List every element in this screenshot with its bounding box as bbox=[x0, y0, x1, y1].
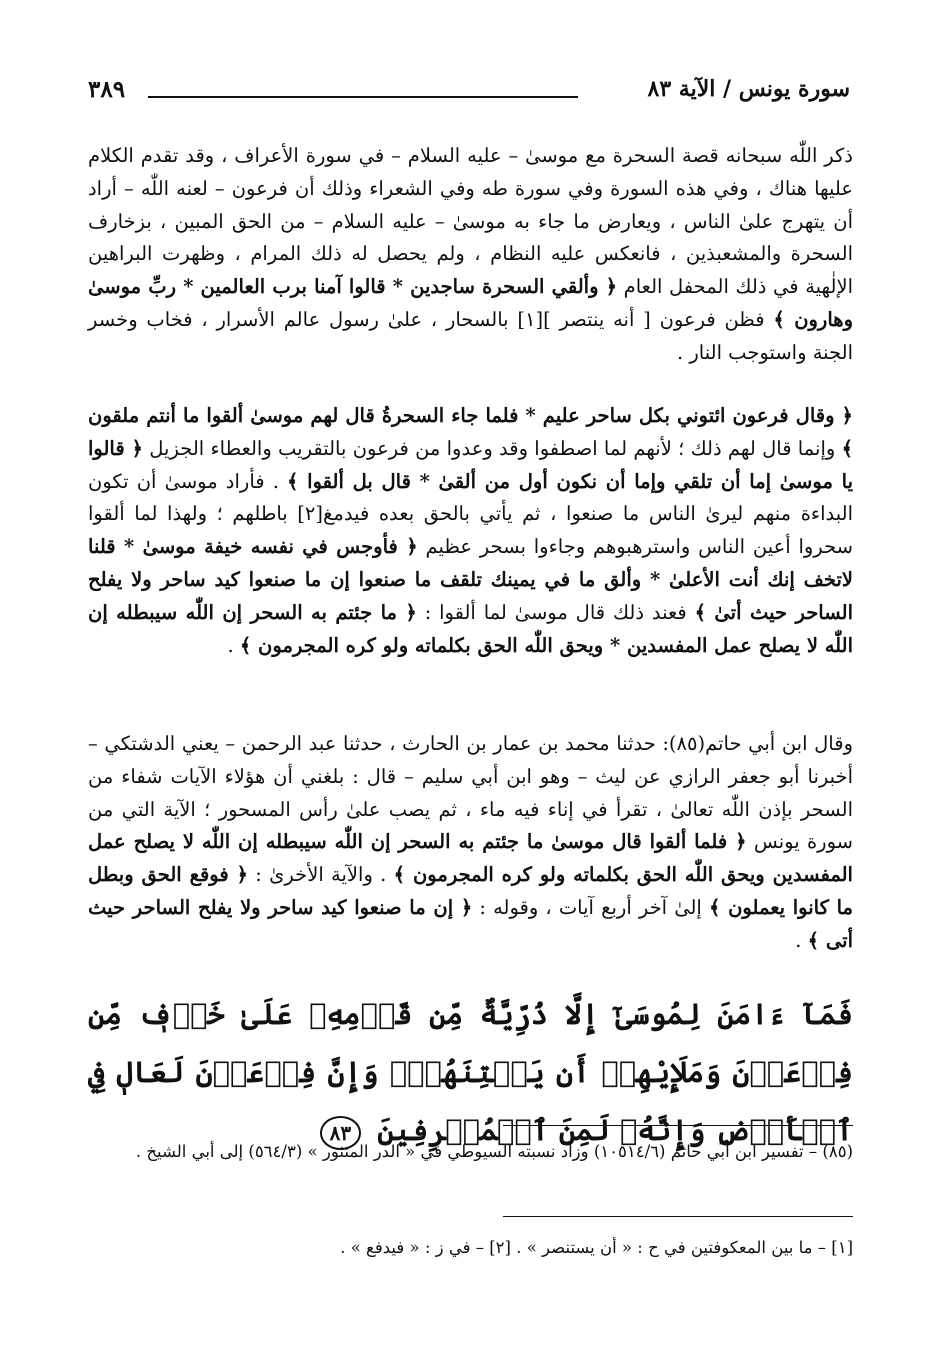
paragraph-3-text-d: . bbox=[795, 928, 802, 952]
verse-number-medallion: ٨٣ bbox=[320, 1116, 361, 1150]
paragraph-3-text-c: إلىٰ آخر أربع آيات ، وقوله : bbox=[479, 895, 702, 919]
quran-quote: ﴿ إن ما صنعوا كيد ساحر ولا يفلح الساحر حيث أتى ﴾ bbox=[88, 895, 853, 952]
paragraph-2-text-d: . bbox=[227, 633, 234, 657]
header-rule bbox=[148, 96, 578, 98]
footnote-rule bbox=[503, 1125, 853, 1126]
quran-quote: ﴿ فلما ألقوا قال موسىٰ ما جئتم به السحر إن اللّٰه سيبطله إن اللّٰه لا يصلح عمل المفسدين ويحق اللّٰه الحق بكلماته ولو كره المجرمون ﴾ bbox=[88, 830, 853, 887]
quran-quote: ﴿ قالوا يا موسىٰ إما أن تلقي وإما أن نكون أول من ألقىٰ * قال بل ألقوا ﴾ bbox=[88, 436, 853, 493]
footnote-85: (٨٥) – تفسير ابن أبي حاتم (١٠٥١٤/٦) وزاد نسبته السيوطي في « الدر المنثور » (٥٦٤/٣) إلى أبي الشيخ . bbox=[135, 1142, 853, 1161]
paragraph-3-text-a: وقال ابن أبي حاتم(٨٥): حدثنا محمد بن عمار بن الحارث ، حدثنا عبد الرحمن – يعني الدشتكي – أخبرنا أبو جعفر الرازي عن ليث – وهو ابن أبي سليم – قال : بلغني أن هؤلاء الآيات شفاء من السحر بإذن اللّٰه تعالىٰ ، تقرأ في إناء فيه ماء ، ثم يصب علىٰ رأس المسحور ؛ الآية التي من سورة يونس bbox=[88, 732, 853, 854]
paragraph-1 bbox=[88, 140, 853, 370]
page-number: ٣٨٩ bbox=[88, 76, 126, 103]
quran-quote: ﴿ ما جئتم به السحر إن اللّٰه سيبطله إن اللّٰه لا يصلح عمل المفسدين * ويحق اللّٰه الحق بكلماته ولو كره المجرمون ﴾ bbox=[88, 600, 853, 657]
verse-text: فَمَآ ءَامَنَ لِمُوسَىٰٓ إِلَّا ذُرِّيَّةٌ مِّن قَوۡمِهِۦ عَلَىٰ خَوۡفٖ مِّن فِرۡعَوۡنَ وَمَلَإِيْهِمۡ أَن يَفۡتِنَهُمۡۚ وَإِنَّ فِرۡعَوۡنَ لَعَالٖ فِي ٱلۡأَرۡضِ وَإِنَّهُۥ لَمِنَ ٱلۡمُسۡرِفِينَ bbox=[88, 997, 853, 1147]
quran-quote: ﴿ وقال فرعون ائتوني بكل ساحر عليم * فلما جاء السحرةُ قال لهم موسىٰ ألقوا ما أنتم ملقون ﴾ bbox=[88, 404, 853, 460]
paragraph-2 bbox=[88, 400, 853, 662]
paragraph-2-text-a: وإنما قال لهم ذلك ؛ لأنهم لما اصطفوا وقد وعدوا من فرعون بالتقريب والعطاء الجزيل bbox=[149, 436, 836, 460]
paragraph-3-text-b: . والآية الأخرىٰ : bbox=[255, 863, 387, 887]
running-title: سورة يونس / الآية ٨٣ bbox=[647, 76, 850, 102]
footnote-variants: [١] – ما بين المعكوفتين في ح : « أن يستنصر » . [٢] – في ز : « فيدفع » . bbox=[340, 1238, 853, 1257]
page-header bbox=[88, 76, 850, 116]
paragraph-1-text-b: فظن فرعون [ أنه ينتصر ][١] بالسحار ، علىٰ رسول عالم الأسرار ، فخاب وخسر الجنة واستوجب النار . bbox=[88, 307, 853, 364]
quran-quote: ﴿ فأوجس في نفسه خيفة موسىٰ * قلنا لاتخف إنك أنت الأعلىٰ * وألق ما في يمينك تلقف ما صنعوا إن ما صنعوا كيد ساحر ولا يفلح الساحر حيث أتىٰ ﴾ bbox=[88, 535, 853, 624]
quran-quote: ﴿ وألقي السحرة ساجدين * قالوا آمنا برب العالمين * ربِّ موسىٰ وهارون ﴾ bbox=[88, 275, 853, 331]
quran-verse bbox=[88, 985, 853, 1159]
paragraph-2-text-c: فعند ذلك قال موسىٰ لما ألقوا : bbox=[424, 600, 687, 624]
quran-quote: ﴿ فوقع الحق وبطل ما كانوا يعملون ﴾ bbox=[88, 863, 854, 919]
paragraph-2-text-b: . فأراد موسىٰ أن تكون البداءة منهم ليرىٰ الناس ما صنعوا ، ثم يأتي بالحق بعده فيدمغ[٢] باطلهم ؛ ولهذا لما ألقوا سحروا أعين الناس واسترهبوهم وجاءوا بسحر عظيم bbox=[88, 469, 853, 559]
paragraph-1-text: ذكر اللّٰه سبحانه قصة السحرة مع موسىٰ – عليه السلام – في سورة الأعراف ، وقد تقدم الكلام عليها هناك ، وفي هذه السورة وفي سورة طه وفي الشعراء وذلك أن فرعون – لعنه اللّٰه – أراد أن يتهرج علىٰ الناس ، ويعارض ما جاء به موسىٰ – عليه السلام – من الحق المبين ، بزخارف السحرة والمشعبذين ، فانعكس عليه النظام ، ولم يحصل له ذلك المرام ، وظهرت البراهين الإلٰهية في ذلك المحفل العام bbox=[88, 144, 854, 299]
paragraph-3 bbox=[88, 728, 853, 958]
footnote-rule-2 bbox=[503, 1216, 853, 1217]
